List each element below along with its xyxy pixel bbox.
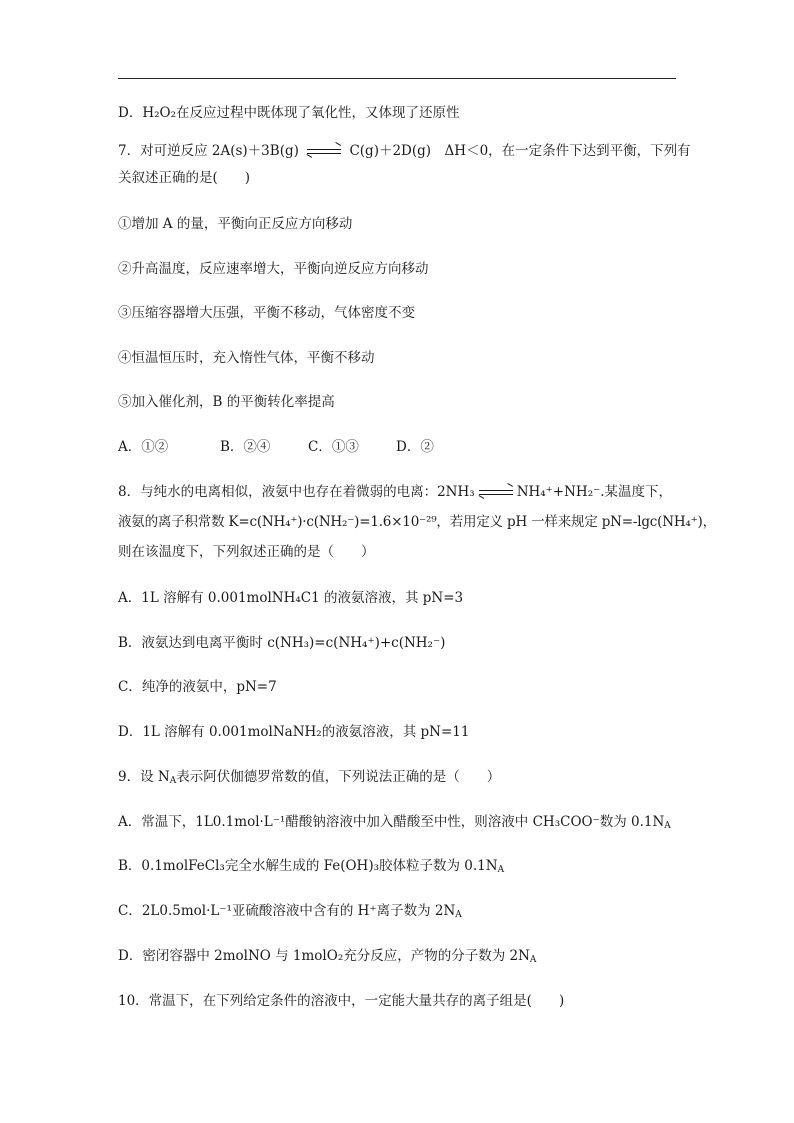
q9-option-d: D．密闭容器中 2molNO 与 1molO₂充分反应，产物的分子数为 $2N_A$ [118, 948, 537, 965]
q7-choice-c: C．①③ [308, 439, 359, 455]
q9-option-a: A．常温下，1L0.1mol·L⁻¹醋酸钠溶液中加入醋酸至中性，则溶液中 CH₃COO⁻数为 $0.1N_A$ [118, 814, 671, 831]
q8-stem-part-b: NH₄⁺+NH₂⁻.某温度下， [516, 484, 673, 500]
q9-option-b: B．0.1molFeCl₃完全水解生成的 Fe(OH)₃胶体粒子数为 $0.1N_A$ [118, 858, 505, 875]
q8-stem-line1 [118, 483, 678, 501]
q8-option-a: A．1L 溶解有 0.001molNH₄C1 的液氨溶液，其 pN=3 [118, 590, 464, 606]
q7-item-5: ⑤加入催化剂，B 的平衡转化率提高 [118, 394, 335, 410]
equilibrium-arrow-icon [479, 488, 513, 498]
q7-choice-b: B．②④ [220, 439, 271, 455]
q7-choice-a: A．①② [118, 439, 169, 455]
q7-stem-line1 [118, 142, 691, 160]
q7-item-4: ④恒温恒压时，充入惰性气体，平衡不移动 [118, 350, 375, 366]
q6-option-d: D．H₂O₂在反应过程中既体现了氧化性，又体现了还原性 [118, 105, 460, 121]
q7-choices [118, 438, 678, 456]
q8-stem-line2: 液氨的离子积常数 K=c(NH₄⁺)·c(NH₂⁻)=1.6×10⁻²⁹，若用定义 pH 一样来规定 pN=-lgc(NH₄⁺)， [118, 514, 716, 530]
q7-item-1: ①增加 A 的量，平衡向正反应方向移动 [118, 216, 353, 232]
q7-item-3: ③压缩容器增大压强，平衡不移动，气体密度不变 [118, 305, 415, 321]
q9-stem: 9．设 $N_A$表示阿伏伽德罗常数的值，下列说法正确的是（ ） [118, 769, 501, 786]
q7-choice-d: D．② [396, 439, 434, 455]
q8-stem-line3: 则在该温度下，下列叙述正确的是（ ） [118, 544, 375, 560]
q9-option-c: C．2L0.5mol·L⁻¹亚硫酸溶液中含有的 H⁺离子数为 $2N_A$ [118, 903, 462, 920]
q7-stem-part-b: C(g)＋2D(g) ΔH＜0，在一定条件下达到平衡，下列有 [345, 143, 691, 159]
header-rule [118, 78, 676, 79]
q8-option-c: C．纯净的液氨中，pN=7 [118, 679, 277, 695]
q8-option-d: D．1L 溶解有 0.001molNaNH₂的液氨溶液，其 pN=11 [118, 724, 470, 740]
q7-stem-part-a: 7．对可逆反应 2A(s)＋3B(g) [118, 143, 304, 159]
q7-item-2: ②升高温度，反应速率增大，平衡向逆反应方向移动 [118, 261, 429, 277]
q7-stem-line2: 关叙述正确的是( ) [118, 170, 251, 186]
q8-stem-part-a: 8．与纯水的电离相似，液氨中也存在着微弱的电离：2NH₃ [118, 484, 475, 500]
q8-option-b: B．液氨达到电离平衡时 c(NH₃)=c(NH₄⁺)+c(NH₂⁻) [118, 635, 446, 651]
q10-stem: 10．常温下，在下列给定条件的溶液中，一定能大量共存的离子组是( ) [118, 993, 565, 1009]
equilibrium-arrow-icon [307, 147, 341, 157]
